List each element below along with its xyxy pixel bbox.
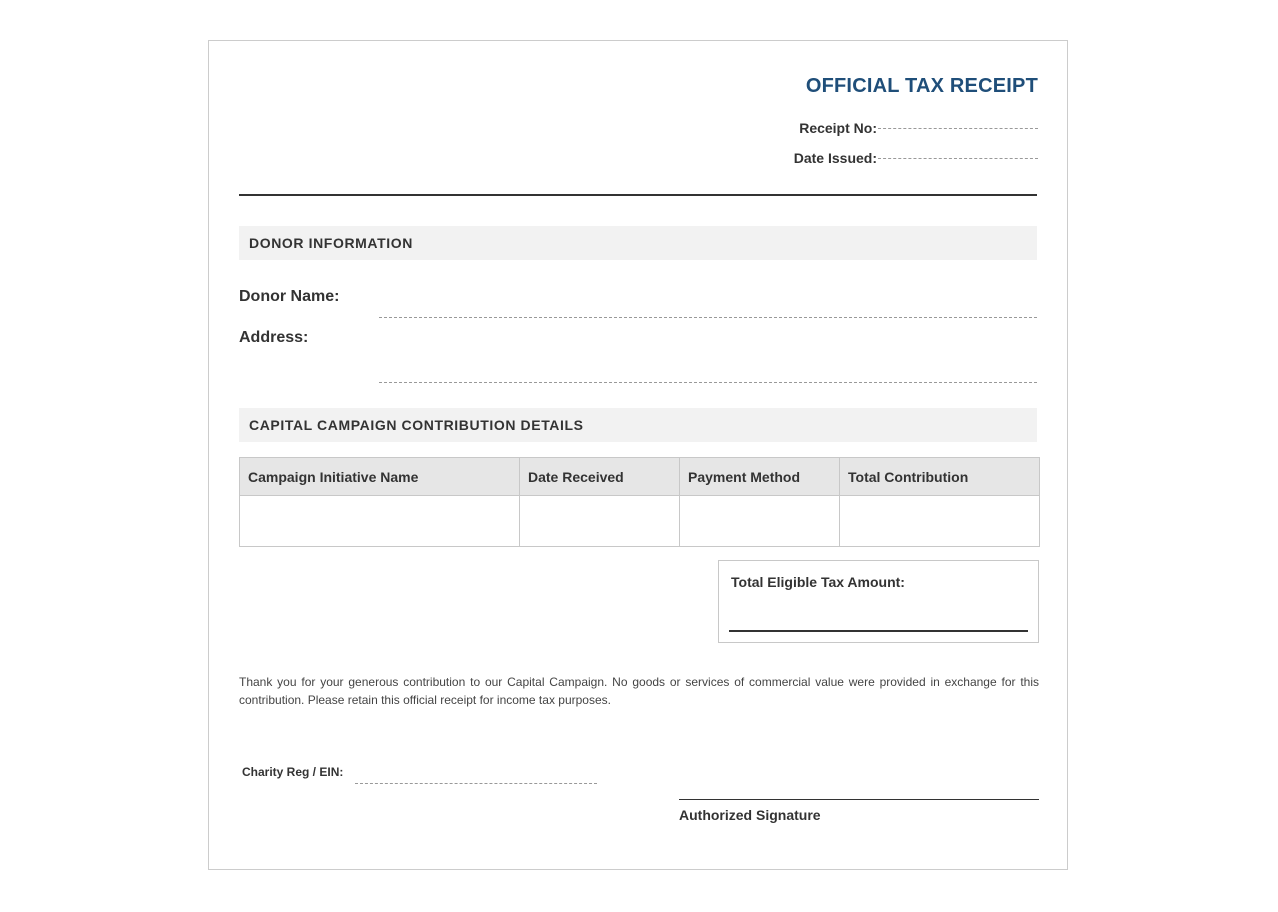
column-header-campaign: Campaign Initiative Name [240,458,520,496]
column-header-total: Total Contribution [840,458,1040,496]
date-issued-label: Date Issued: [793,150,877,166]
table-header-row [240,458,1040,496]
cell-total[interactable] [840,496,1040,547]
contribution-section-header: CAPITAL CAMPAIGN CONTRIBUTION DETAILS [239,408,1037,442]
receipt-page [208,40,1068,870]
donor-name-label: Donor Name: [239,288,340,305]
receipt-no-field[interactable] [878,128,1038,129]
column-header-payment: Payment Method [680,458,840,496]
signature-label: Authorized Signature [679,807,821,823]
receipt-title: OFFICIAL TAX RECEIPT [805,75,1038,97]
total-eligible-label: Total Eligible Tax Amount: [731,574,905,590]
cell-campaign[interactable] [240,496,520,547]
column-header-date: Date Received [520,458,680,496]
address-label: Address: [239,329,309,346]
signature-line[interactable] [679,799,1039,800]
total-eligible-box [718,560,1039,643]
thank-you-note: Thank you for your generous contribution to our Capital Campaign. No goods or services of commercial value were provided in exchange for this contribution. Please retain this official receipt for income tax purposes. [239,675,1039,707]
date-issued-field[interactable] [878,158,1038,159]
cell-payment[interactable] [680,496,840,547]
ein-field[interactable] [355,783,597,784]
ein-label: Charity Reg / EIN: [242,765,344,779]
donor-name-field[interactable] [379,301,1037,318]
table-row [240,496,1040,547]
receipt-no-label: Receipt No: [799,120,877,136]
contribution-table [239,457,1040,547]
total-eligible-field[interactable] [729,630,1028,632]
cell-date[interactable] [520,496,680,547]
header-divider [239,194,1037,196]
address-field[interactable] [379,361,1037,383]
donor-section-header: DONOR INFORMATION [239,226,1037,260]
